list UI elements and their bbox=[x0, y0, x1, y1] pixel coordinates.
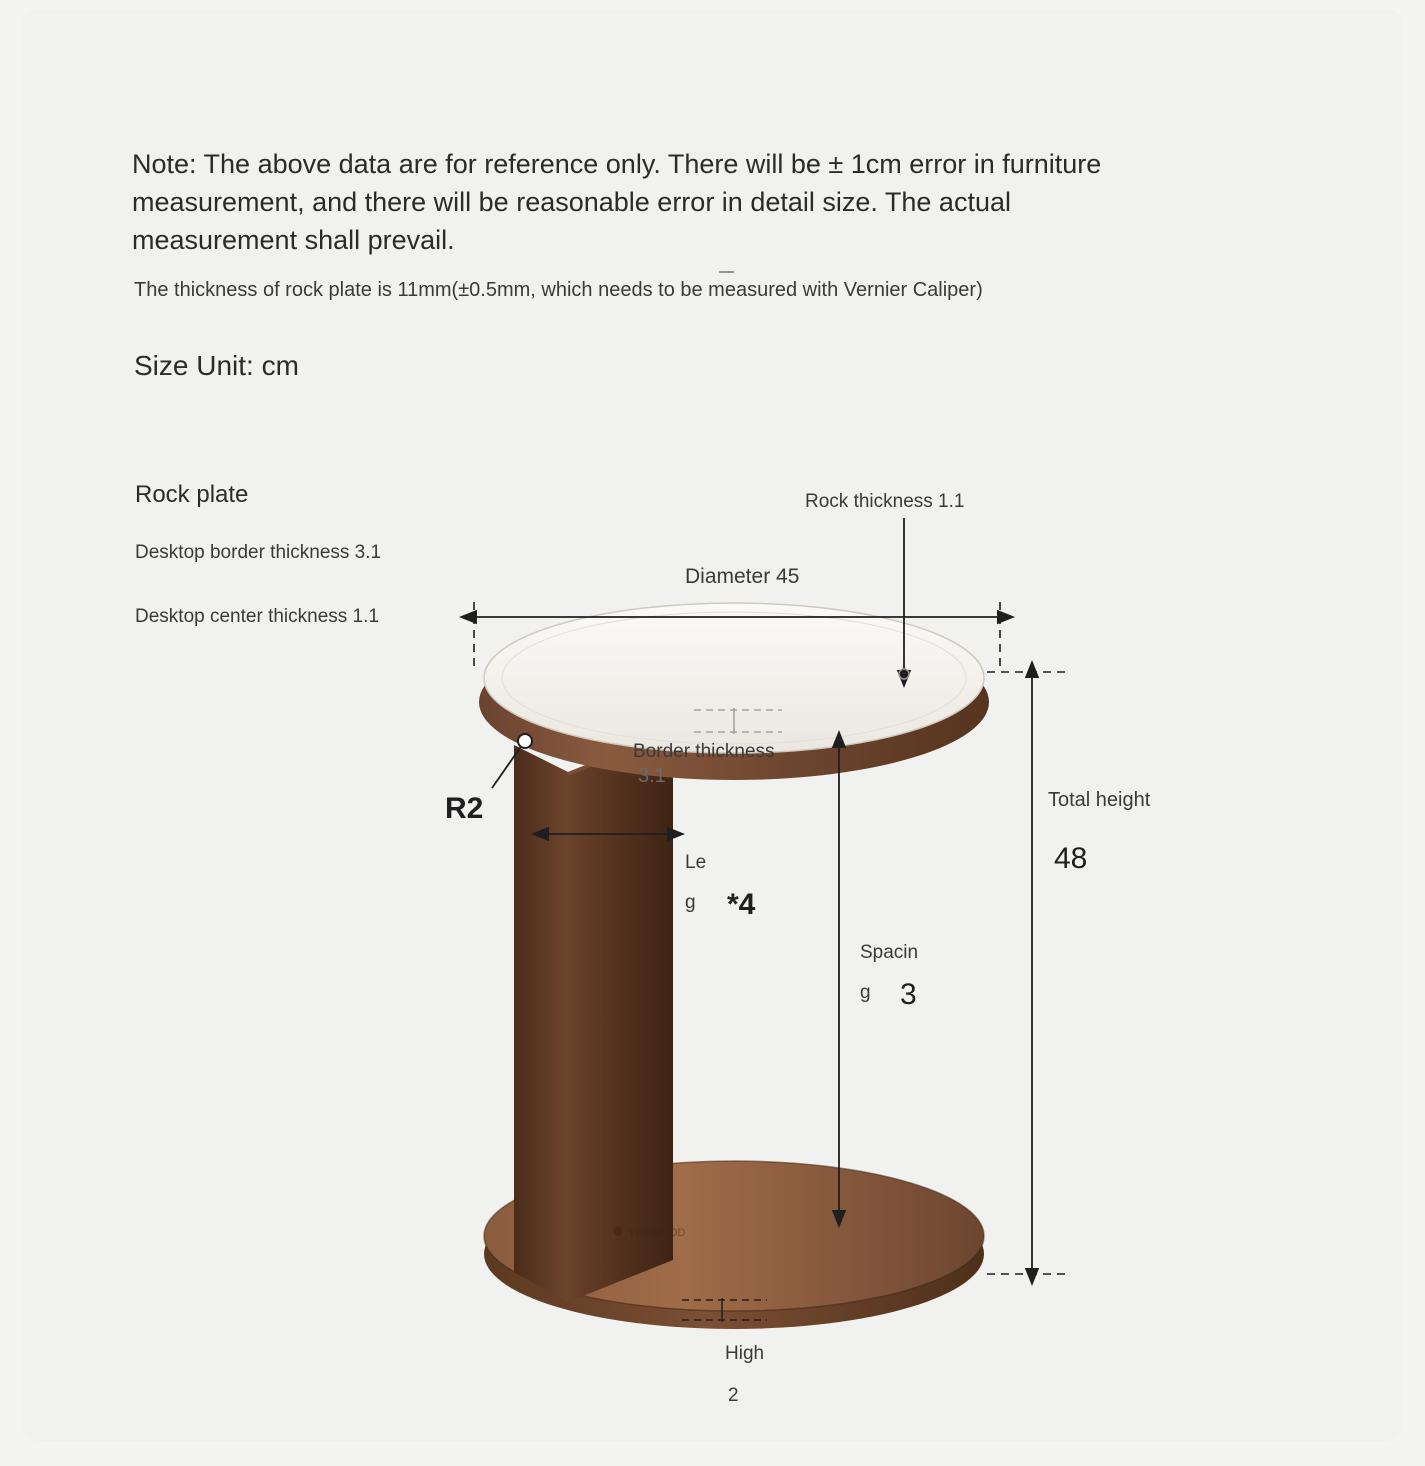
diameter-label: Diameter 45 bbox=[685, 565, 800, 588]
table-illustration bbox=[22, 10, 1425, 1461]
border-thickness-value: 3.1 bbox=[638, 765, 666, 787]
total-height-value: 48 bbox=[1054, 842, 1088, 875]
base-high-label: High bbox=[725, 1343, 765, 1364]
base-high-value: 2 bbox=[728, 1385, 739, 1406]
leg-label-cont: g bbox=[685, 892, 696, 913]
border-thickness-label: Border thickness bbox=[633, 741, 775, 762]
diagram-page bbox=[22, 10, 1403, 1441]
leg-label: Le bbox=[685, 852, 707, 873]
material-title: Rock plate bbox=[135, 481, 249, 508]
rock-thickness-label: Rock thickness 1.1 bbox=[805, 491, 965, 512]
spacing-label: Spacin bbox=[860, 942, 919, 963]
rock-plate-thickness-note: The thickness of rock plate is 11mm(±0.5mm, which needs to be measured with Vernier Caliper) bbox=[134, 279, 983, 301]
radius-label: R2 bbox=[445, 792, 484, 825]
leg-value: *4 bbox=[727, 888, 756, 921]
note-text: Note: The above data are for reference only. There will be ± 1cm error in furniture measurement, and there will be reasonable error in detail size. The actual measurement shall prevail. bbox=[132, 149, 1102, 255]
spacing-value: 3 bbox=[900, 978, 917, 1011]
total-height-label: Total height bbox=[1048, 789, 1151, 811]
svg-text:YESWOOD: YESWOOD bbox=[628, 1227, 686, 1239]
desktop-center-thickness-label: Desktop center thickness 1.1 bbox=[135, 606, 379, 627]
spacing-label-cont: g bbox=[860, 982, 871, 1003]
desktop-border-thickness-label: Desktop border thickness 3.1 bbox=[135, 542, 382, 563]
size-unit-label: Size Unit: cm bbox=[134, 350, 299, 381]
